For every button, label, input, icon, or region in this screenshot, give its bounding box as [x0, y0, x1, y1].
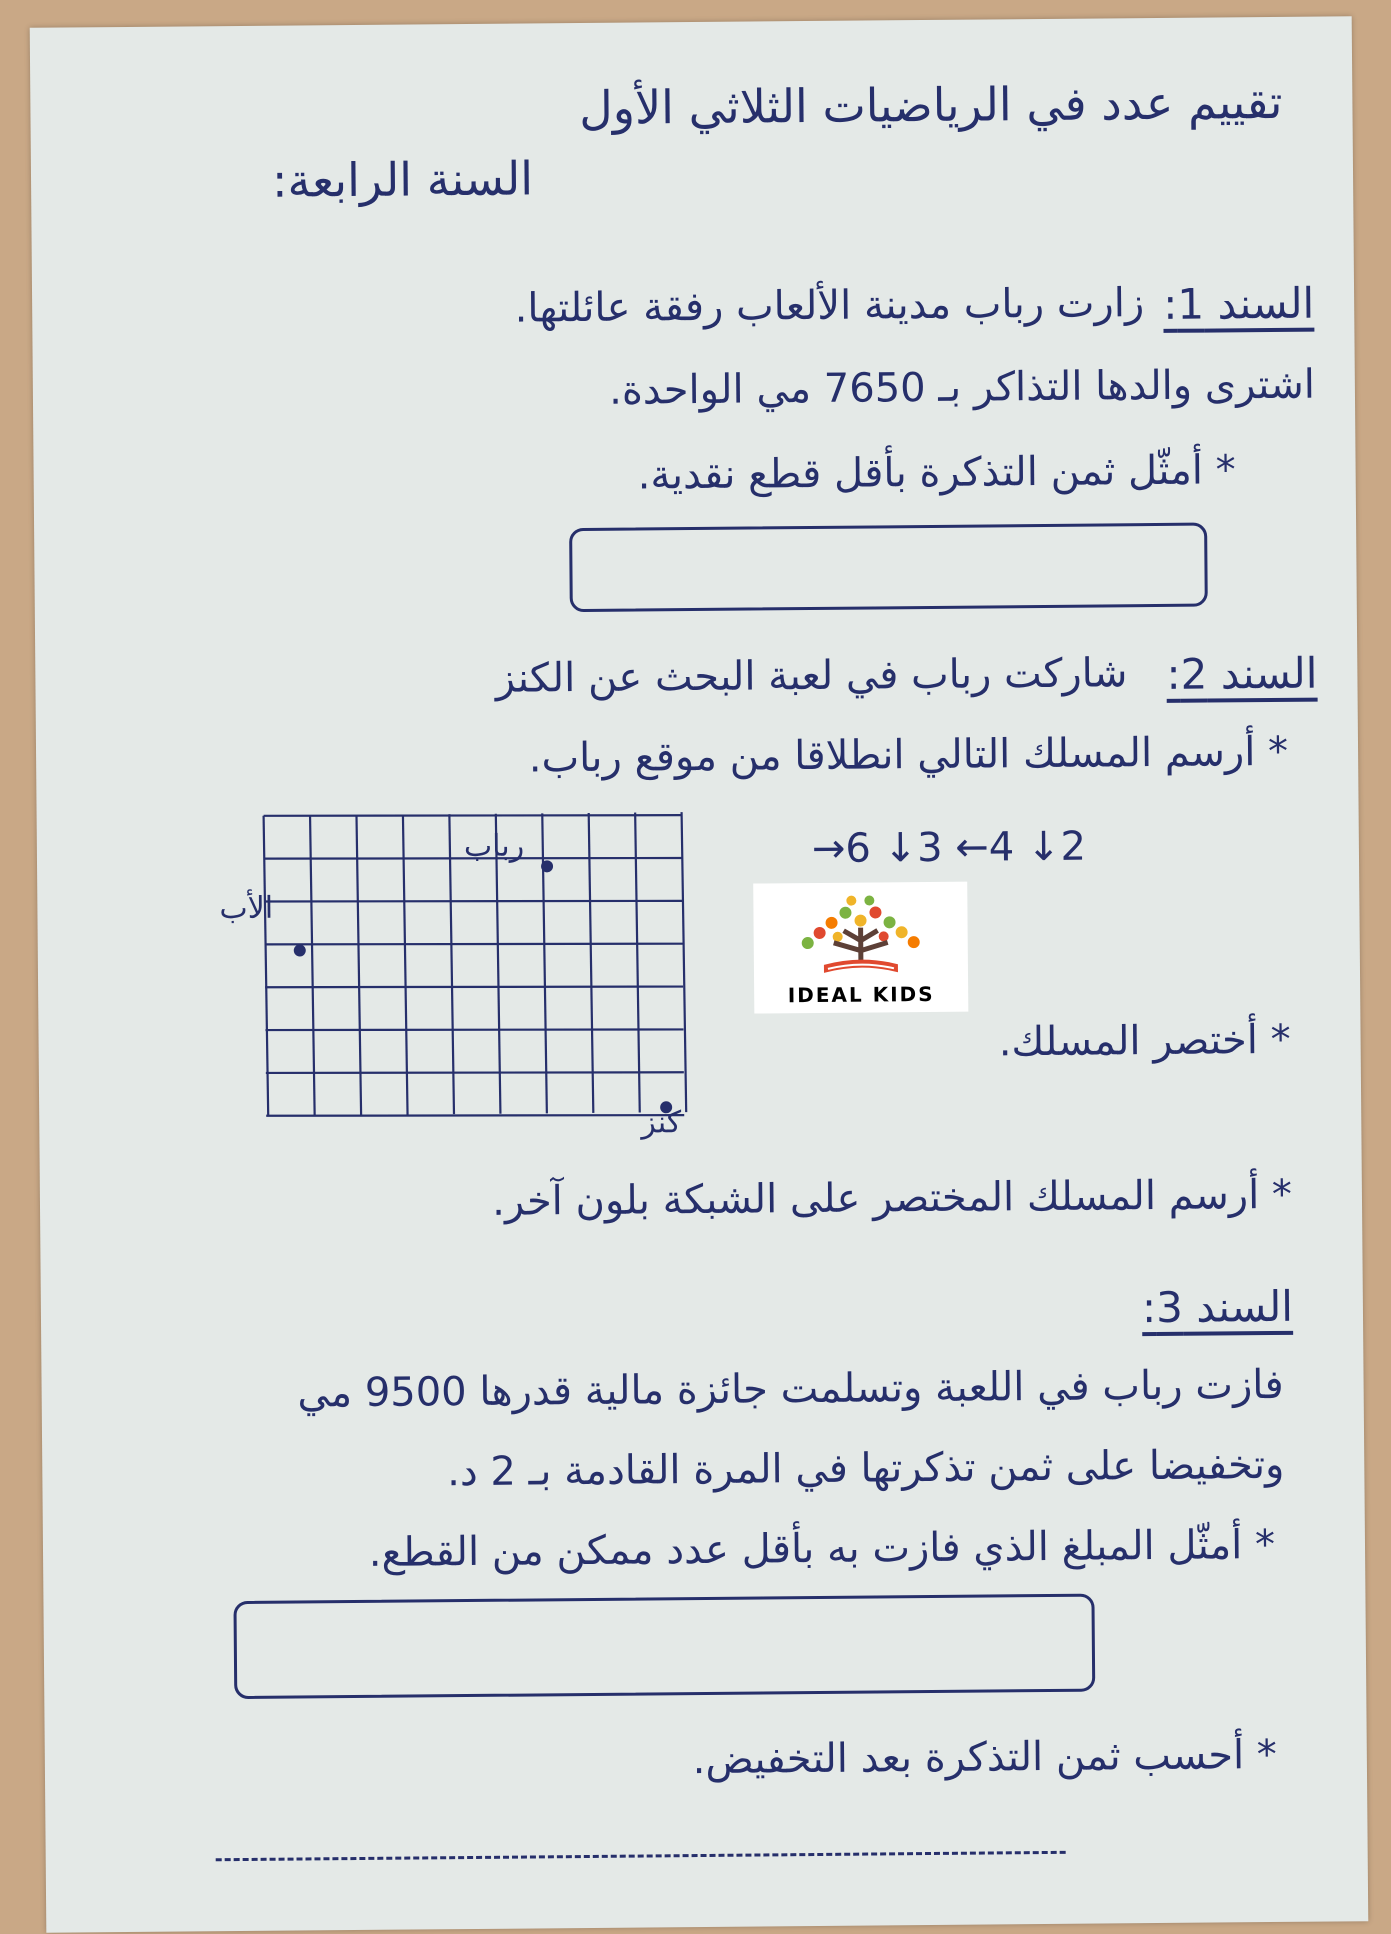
section2-heading: السند 2: [1166, 648, 1318, 699]
grid-label-rabab: رباب [463, 828, 525, 865]
grid-horizontal-line [264, 812, 682, 819]
grid-horizontal-line [265, 1026, 683, 1033]
section3-heading: السند 3: [1141, 1281, 1294, 1333]
ideal-kids-logo [753, 882, 968, 1014]
rabab-point [541, 860, 553, 872]
section1-text2: اشترى والدها التذاكر بـ 7650 مي الواحدة. [608, 361, 1316, 414]
section3-text1: فازت رباب في اللعبة وتسلمت جائزة مالية قدرها 9500 مي [297, 1361, 1284, 1417]
grid-vertical-line [403, 815, 408, 1115]
grid-label-father: الأب [219, 890, 274, 927]
answer-box-2[interactable] [233, 1594, 1095, 1700]
grid-vertical-line [264, 816, 269, 1116]
answer-box-1[interactable] [569, 523, 1208, 613]
grid-horizontal-line [266, 1112, 684, 1119]
section2-text1: شاركت رباب في لعبة البحث عن الكنز [495, 650, 1128, 702]
grid-horizontal-line [265, 941, 683, 948]
worksheet-title: تقييم عدد في الرياضيات الثلاثي الأول [579, 74, 1283, 136]
logo-text: IDEAL KIDS [787, 981, 935, 1008]
section1-text1: زارت رباب مدينة الألعاب رفقة عائلتها. [514, 280, 1145, 332]
grade-level: السنة الرابعة: [271, 151, 534, 208]
section2-task1: * أرسم المسلك التالي انطلاقا من موقع رباب. [528, 728, 1289, 782]
worksheet-paper [30, 16, 1369, 1932]
section1-task1: * أمثّل ثمن التذكرة بأقل قطع نقدية. [637, 447, 1236, 499]
grid-vertical-line [356, 815, 361, 1115]
grid-vertical-line [310, 815, 315, 1115]
section1-heading: السند 1: [1163, 278, 1315, 329]
father-point [294, 944, 306, 956]
section2-task3: * أرسم المسلك المختصر على الشبكة بلون آخر. [491, 1171, 1293, 1225]
path-instructions: →6 ↓3 ←4 ↓2 [811, 823, 1087, 873]
grid [219, 807, 712, 1141]
grid-horizontal-line [265, 984, 683, 991]
grid-horizontal-line [264, 898, 682, 905]
section3-text2: وتخفيضا على ثمن تذكرتها في المرة القادمة بـ 2 د. [446, 1441, 1285, 1496]
section3-task2: * أحسب ثمن التذكرة بعد التخفيض. [692, 1731, 1278, 1784]
section3-task1: * أمثّل المبلغ الذي فازت به بأقل عدد ممكن من القطع. [368, 1521, 1276, 1576]
grid-vertical-line [682, 812, 687, 1112]
grid-label-treasure: كنز [641, 1105, 682, 1141]
grid-horizontal-line [266, 1069, 684, 1076]
dashed-answer-line[interactable] [216, 1851, 1066, 1861]
section2-task2: * أختصر المسلك. [998, 1016, 1291, 1066]
